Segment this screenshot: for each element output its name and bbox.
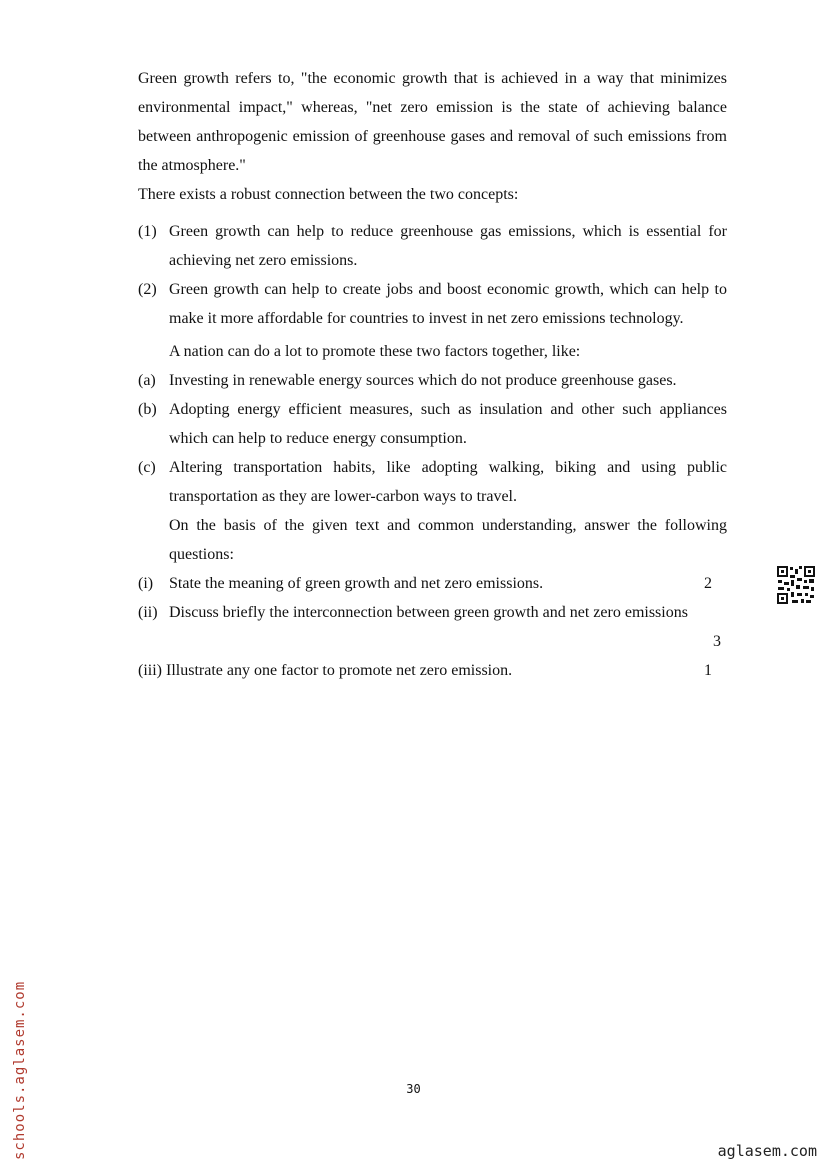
question-text: Illustrate any one factor to promote net zero emission. [166,662,513,679]
question-body [138,64,727,685]
list-marker: (2) [138,281,157,298]
list-item [138,217,727,275]
list-item-text: Green growth can help to reduce greenhouse gas emissions, which is essential for achieving net zero emissions. [169,223,727,269]
question-marker: (ii) [138,604,158,621]
qr-code-icon [776,565,816,605]
list-marker: (b) [138,401,157,418]
intro-connection: There exists a robust connection between the two concepts: [138,186,519,203]
list-item [138,366,727,395]
side-watermark: schools.aglasem.com [12,980,28,1160]
question-row [138,656,727,685]
list-item [138,395,727,453]
question-marker: (iii) [138,662,162,679]
promote-intro: A nation can do a lot to promote these two factors together, like: [169,343,581,360]
footer-watermark: aglasem.com [717,1142,817,1160]
list-marker: (c) [138,459,156,476]
list-item-text: Altering transportation habits, like adopting walking, biking and using public transportation as they are lower-carbon ways to travel. [169,459,727,505]
question-text: State the meaning of green growth and net zero emissions. [169,575,544,592]
list-item [138,453,727,511]
question-marker: (i) [138,575,154,592]
intro-definition: Green growth refers to, "the economic growth that is achieved in a way that minimizes environmental impact," whereas, "net zero emission is the state of achieving balance between anthropogenic emission of greenhouse gases and removal of such emissions from the atmosphere." [138,70,727,174]
list-item-text: Green growth can help to create jobs and boost economic growth, which can help to make it more affordable for countries to invest in net zero emissions technology. [169,281,727,327]
question-marks: 1 [704,662,712,679]
list-item-text: Investing in renewable energy sources which do not produce greenhouse gases. [169,372,677,389]
question-row [138,598,727,627]
list-marker: (a) [138,372,156,389]
question-row [138,569,727,598]
instruction: On the basis of the given text and common understanding, answer the following questions: [169,517,727,563]
list-marker: (1) [138,223,157,240]
list-item [138,275,727,333]
list-item-text: Adopting energy efficient measures, such as insulation and other such appliances which can help to reduce energy consumption. [169,401,727,447]
question-marks: 3 [713,633,721,650]
page-number: 30 [406,1082,421,1096]
question-marks: 2 [704,575,712,592]
question-text: Discuss briefly the interconnection between green growth and net zero emissions [169,604,688,621]
